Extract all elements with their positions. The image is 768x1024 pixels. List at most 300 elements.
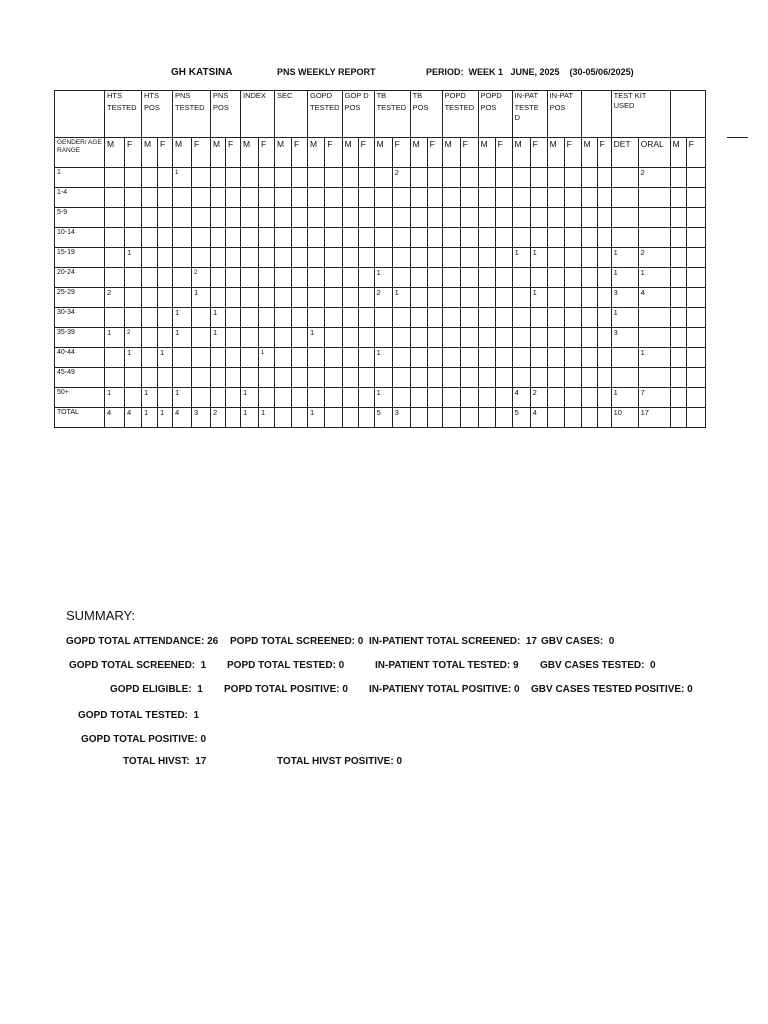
table-cell	[564, 408, 581, 428]
table-cell	[686, 408, 705, 428]
table-cell: 1	[158, 348, 173, 368]
table-row	[55, 368, 706, 388]
table-row	[55, 308, 706, 328]
table-cell	[292, 268, 308, 288]
table-cell	[241, 248, 259, 268]
table-cell	[325, 248, 342, 268]
table-cell: 1	[512, 248, 530, 268]
table-cell	[547, 308, 564, 328]
table-cell	[142, 308, 158, 328]
table-cell	[259, 248, 275, 268]
table-cell	[392, 228, 410, 248]
table-cell	[241, 308, 259, 328]
table-cell	[478, 388, 495, 408]
table-cell	[275, 388, 292, 408]
table-cell	[275, 288, 292, 308]
gopd-total-screened: GOPD TOTAL SCREENED: 1	[69, 660, 207, 671]
column-group-label: POPD	[444, 91, 466, 100]
table-cell	[308, 248, 325, 268]
table-cell	[292, 308, 308, 328]
table-cell	[142, 268, 158, 288]
table-cell	[142, 248, 158, 268]
table-cell	[259, 368, 275, 388]
table-cell	[142, 328, 158, 348]
table-cell	[410, 228, 427, 248]
age-range-cell: 1-4	[55, 188, 105, 208]
table-cell	[158, 228, 173, 248]
gender-header: M	[308, 138, 325, 168]
column-group-header	[142, 91, 173, 138]
table-cell	[192, 308, 211, 328]
table-cell: 1	[392, 288, 410, 308]
table-cell	[686, 208, 705, 228]
table-cell	[495, 328, 512, 348]
table-cell: 1	[142, 388, 158, 408]
popd-total-screened: POPD TOTAL SCREENED: 0	[230, 636, 364, 647]
column-group-sublabel: TESTED	[376, 103, 407, 112]
column-group-sublabel: POS	[344, 103, 361, 112]
table-cell	[670, 328, 686, 348]
column-group-label: INDEX	[243, 91, 266, 100]
table-cell	[512, 188, 530, 208]
table-cell	[670, 308, 686, 328]
table-cell	[308, 388, 325, 408]
table-cell	[530, 308, 547, 328]
table-cell	[325, 328, 342, 348]
table-cell	[410, 348, 427, 368]
pns-weekly-report-table	[54, 90, 706, 428]
table-cell	[410, 308, 427, 328]
table-cell	[495, 168, 512, 188]
table-cell	[308, 348, 325, 368]
table-cell	[478, 328, 495, 348]
table-cell	[374, 188, 392, 208]
table-cell	[581, 208, 597, 228]
table-cell: 4	[105, 408, 125, 428]
table-cell	[460, 228, 478, 248]
table-cell	[392, 328, 410, 348]
table-cell	[358, 228, 374, 248]
table-cell	[686, 228, 705, 248]
table-cell	[125, 308, 142, 328]
gender-header: M	[105, 138, 125, 168]
table-cell	[275, 168, 292, 188]
table-cell	[125, 388, 142, 408]
column-group-label: IN-PAT	[549, 91, 574, 100]
table-cell	[410, 288, 427, 308]
table-cell	[530, 168, 547, 188]
table-cell	[241, 228, 259, 248]
table-cell: 1	[125, 348, 142, 368]
table-cell	[226, 388, 241, 408]
table-cell	[105, 348, 125, 368]
table-cell	[410, 208, 427, 228]
table-cell	[460, 328, 478, 348]
table-cell: 1	[308, 328, 325, 348]
table-cell	[392, 268, 410, 288]
table-cell	[427, 248, 442, 268]
table-cell	[358, 388, 374, 408]
table-cell	[226, 288, 241, 308]
table-cell: 4	[638, 288, 670, 308]
table-cell	[241, 328, 259, 348]
column-group-header	[478, 91, 512, 138]
table-cell: 5	[374, 408, 392, 428]
age-range-cell: 15-19	[55, 248, 105, 268]
table-cell	[392, 348, 410, 368]
table-row	[55, 228, 706, 248]
table-cell: 1	[530, 248, 547, 268]
table-cell	[173, 188, 192, 208]
table-cell	[460, 208, 478, 228]
gender-header: F	[226, 138, 241, 168]
table-cell	[342, 348, 358, 368]
age-range-cell: 20-24	[55, 268, 105, 288]
table-cell	[158, 368, 173, 388]
table-cell	[342, 408, 358, 428]
age-range-cell: 5-9	[55, 208, 105, 228]
age-range-cell: 10-14	[55, 228, 105, 248]
table-cell: 1	[173, 328, 192, 348]
table-cell	[611, 188, 638, 208]
table-cell	[358, 248, 374, 268]
table-cell	[512, 288, 530, 308]
table-cell: 1	[374, 388, 392, 408]
table-cell	[442, 348, 460, 368]
table-cell	[308, 288, 325, 308]
table-cell	[581, 408, 597, 428]
table-cell	[478, 208, 495, 228]
table-cell: 1	[611, 388, 638, 408]
column-group-header	[442, 91, 478, 138]
table-cell	[547, 388, 564, 408]
table-cell	[342, 248, 358, 268]
table-cell	[581, 288, 597, 308]
table-cell	[460, 248, 478, 268]
table-cell	[325, 348, 342, 368]
table-cell	[442, 388, 460, 408]
table-cell	[581, 368, 597, 388]
table-cell	[427, 388, 442, 408]
table-cell	[597, 348, 611, 368]
table-cell	[410, 248, 427, 268]
table-cell	[275, 208, 292, 228]
table-cell	[638, 208, 670, 228]
table-cell	[211, 188, 226, 208]
table-cell	[495, 268, 512, 288]
table-cell	[597, 228, 611, 248]
gender-header: F	[597, 138, 611, 168]
table-cell	[581, 388, 597, 408]
table-cell	[460, 408, 478, 428]
gender-header: F	[564, 138, 581, 168]
gbv-cases-tested-positive: GBV CASES TESTED POSITIVE: 0	[531, 684, 693, 695]
table-cell	[495, 208, 512, 228]
table-cell	[241, 188, 259, 208]
table-cell	[686, 248, 705, 268]
table-cell: 1	[173, 168, 192, 188]
table-cell	[427, 328, 442, 348]
table-cell	[192, 188, 211, 208]
table-cell	[478, 168, 495, 188]
table-cell	[478, 288, 495, 308]
table-cell	[142, 348, 158, 368]
table-cell	[342, 268, 358, 288]
table-cell	[241, 168, 259, 188]
table-cell	[142, 188, 158, 208]
table-cell	[670, 248, 686, 268]
gender-header: F	[495, 138, 512, 168]
table-cell: 1	[611, 308, 638, 328]
table-cell	[259, 388, 275, 408]
table-cell	[670, 408, 686, 428]
table-cell	[173, 208, 192, 228]
table-cell: 1	[308, 408, 325, 428]
table-cell	[292, 188, 308, 208]
table-cell	[358, 348, 374, 368]
table-cell	[478, 248, 495, 268]
table-cell: 3	[611, 328, 638, 348]
table-cell	[581, 248, 597, 268]
table-row	[55, 248, 706, 268]
column-group-label: TB	[376, 91, 387, 100]
table-cell	[530, 368, 547, 388]
table-cell	[308, 268, 325, 288]
table-cell	[142, 228, 158, 248]
gender-header: F	[392, 138, 410, 168]
table-cell	[512, 328, 530, 348]
table-cell	[325, 368, 342, 388]
table-cell	[158, 268, 173, 288]
table-cell: 2	[638, 248, 670, 268]
table-cell	[410, 168, 427, 188]
table-cell	[530, 328, 547, 348]
gender-header: M	[374, 138, 392, 168]
table-cell	[226, 208, 241, 228]
table-cell	[125, 168, 142, 188]
table-cell	[564, 208, 581, 228]
table-cell	[547, 408, 564, 428]
table-cell	[686, 168, 705, 188]
table-cell	[325, 168, 342, 188]
table-cell	[125, 208, 142, 228]
table-cell	[342, 288, 358, 308]
table-cell	[358, 168, 374, 188]
table-cell	[105, 208, 125, 228]
gopd-total-positive: GOPD TOTAL POSITIVE: 0	[81, 734, 207, 745]
table-cell	[259, 288, 275, 308]
table-cell	[392, 388, 410, 408]
table-cell	[292, 408, 308, 428]
table-cell	[325, 408, 342, 428]
gender-header: F	[530, 138, 547, 168]
table-cell	[442, 308, 460, 328]
table-cell	[512, 268, 530, 288]
table-cell: 1	[158, 408, 173, 428]
table-cell	[495, 228, 512, 248]
table-cell	[410, 328, 427, 348]
table-cell: 4	[125, 408, 142, 428]
table-cell	[547, 228, 564, 248]
table-cell	[581, 188, 597, 208]
table-cell	[478, 368, 495, 388]
total-hivst-positive: TOTAL HIVST POSITIVE: 0	[277, 756, 403, 767]
table-cell: 1	[638, 348, 670, 368]
table-cell: 2	[638, 168, 670, 188]
table-cell	[530, 188, 547, 208]
table-cell	[427, 168, 442, 188]
table-cell	[611, 208, 638, 228]
table-cell	[275, 348, 292, 368]
column-group-sublabel: TESTED	[107, 103, 137, 112]
table-cell	[226, 328, 241, 348]
table-cell	[211, 208, 226, 228]
table-cell	[686, 388, 705, 408]
table-cell: 1	[259, 408, 275, 428]
table-cell	[686, 368, 705, 388]
table-cell	[125, 228, 142, 248]
gopd-total-tested: GOPD TOTAL TESTED: 1	[78, 710, 200, 721]
table-cell	[442, 208, 460, 228]
column-group-sublabel: POS	[549, 103, 566, 112]
table-cell	[259, 168, 275, 188]
table-cell	[427, 208, 442, 228]
table-cell	[597, 408, 611, 428]
table-cell	[392, 308, 410, 328]
column-group-header	[241, 91, 275, 138]
table-cell	[105, 228, 125, 248]
column-group-sublabel: POS	[412, 103, 429, 112]
gender-header: M	[342, 138, 358, 168]
table-cell	[325, 308, 342, 328]
table-cell	[173, 268, 192, 288]
table-cell	[192, 348, 211, 368]
table-cell	[564, 168, 581, 188]
table-cell	[427, 308, 442, 328]
table-cell	[226, 408, 241, 428]
column-group-header	[374, 91, 410, 138]
table-cell	[308, 228, 325, 248]
table-cell	[358, 188, 374, 208]
table-cell	[460, 168, 478, 188]
table-cell	[158, 388, 173, 408]
table-cell	[597, 388, 611, 408]
table-cell	[158, 308, 173, 328]
column-group-sublabel: TESTED	[175, 103, 205, 112]
table-cell	[478, 228, 495, 248]
table-row	[55, 348, 706, 368]
table-cell	[597, 188, 611, 208]
column-group-label: TEST KIT USED	[613, 91, 647, 110]
table-cell	[495, 348, 512, 368]
table-cell	[638, 328, 670, 348]
table-cell	[427, 228, 442, 248]
gender-header: F	[427, 138, 442, 168]
table-cell	[530, 228, 547, 248]
table-cell	[211, 368, 226, 388]
table-cell: 2	[105, 288, 125, 308]
table-cell: 1	[241, 408, 259, 428]
table-cell	[342, 308, 358, 328]
inpatient-total-positive: IN-PATIENY TOTAL POSITIVE: 0	[369, 684, 520, 695]
column-group-header	[512, 91, 547, 138]
table-cell	[611, 348, 638, 368]
table-row	[55, 288, 706, 308]
summary-title: SUMMARY:	[66, 608, 136, 623]
table-cell	[581, 228, 597, 248]
table-cell	[105, 168, 125, 188]
table-cell	[342, 328, 358, 348]
table-cell: 2	[392, 168, 410, 188]
table-cell	[611, 368, 638, 388]
table-cell	[638, 368, 670, 388]
table-cell	[226, 268, 241, 288]
table-cell	[259, 268, 275, 288]
table-cell	[581, 268, 597, 288]
table-cell	[226, 248, 241, 268]
table-cell	[670, 168, 686, 188]
table-cell: 1	[211, 308, 226, 328]
gender-header: F	[292, 138, 308, 168]
table-cell	[427, 348, 442, 368]
table-cell: 1	[125, 248, 142, 268]
facility-name: GH KATSINA	[171, 67, 233, 78]
gender-header: DET	[611, 138, 638, 168]
table-cell	[325, 228, 342, 248]
table-cell	[460, 368, 478, 388]
gender-header-row	[55, 138, 706, 168]
table-cell	[478, 408, 495, 428]
table-cell: 2	[192, 268, 211, 288]
gender-header: F	[358, 138, 374, 168]
table-cell: 2	[211, 408, 226, 428]
table-cell	[512, 208, 530, 228]
table-cell	[597, 168, 611, 188]
table-cell	[325, 188, 342, 208]
table-cell	[460, 288, 478, 308]
table-cell: 4	[512, 388, 530, 408]
table-cell	[638, 228, 670, 248]
inpatient-total-tested: IN-PATIENT TOTAL TESTED: 9	[375, 660, 519, 671]
table-cell: 1	[173, 388, 192, 408]
table-cell	[597, 368, 611, 388]
table-cell	[211, 268, 226, 288]
age-range-cell: 50+	[55, 388, 105, 408]
gender-header: M	[241, 138, 259, 168]
table-cell: 4	[530, 408, 547, 428]
column-group-sublabel: TESTE D	[514, 103, 539, 122]
table-cell: 3	[611, 288, 638, 308]
gender-header: F	[192, 138, 211, 168]
table-cell	[358, 268, 374, 288]
gender-header: M	[410, 138, 427, 168]
table-row	[55, 208, 706, 228]
table-cell: 1	[192, 288, 211, 308]
gender-header: ORAL	[638, 138, 670, 168]
table-cell	[226, 368, 241, 388]
column-group-header	[410, 91, 442, 138]
table-cell	[392, 248, 410, 268]
table-cell: 2	[530, 388, 547, 408]
table-cell	[670, 368, 686, 388]
table-cell	[512, 168, 530, 188]
column-group-label: HTS	[107, 91, 122, 100]
table-cell	[259, 228, 275, 248]
table-cell	[597, 308, 611, 328]
table-cell	[670, 288, 686, 308]
table-cell	[241, 268, 259, 288]
age-range-header: GENDER/ AGE RANGE	[55, 138, 105, 168]
